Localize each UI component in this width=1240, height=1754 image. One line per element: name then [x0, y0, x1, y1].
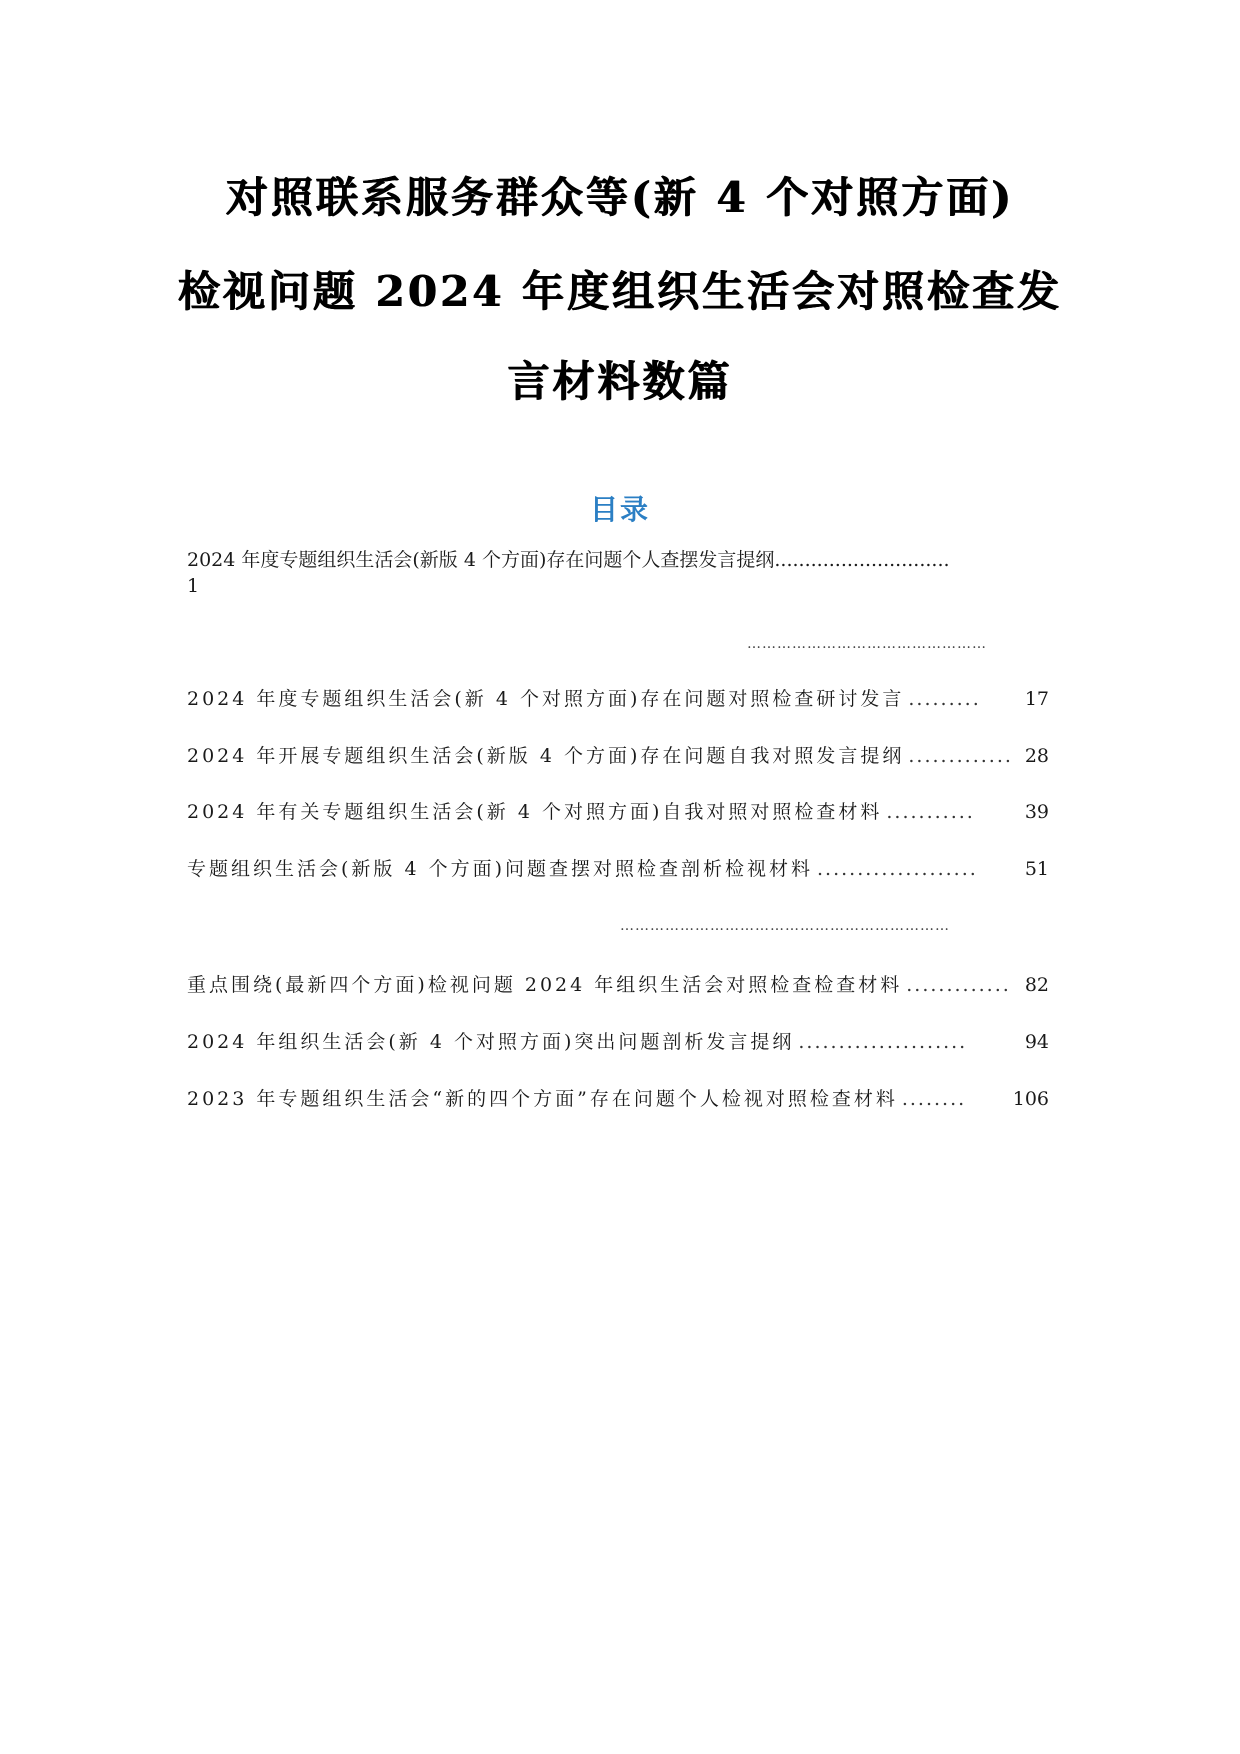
toc-leader-dots: .............	[906, 974, 1011, 996]
toc-page-number: 82	[1024, 974, 1049, 996]
document-title-line-1: 对照联系服务群众等(新 4 个对照方面)	[225, 173, 1015, 222]
toc-entry-title: 2024 年度专题组织生活会(新 4 个对照方面)存在问题对照检查研讨发言	[187, 688, 905, 710]
toc-entry[interactable]	[187, 684, 1049, 714]
dotted-separator: …………………………………………………………	[620, 918, 950, 934]
toc-entry-title: 专题组织生活会(新版 4 个方面)问题查摆对照检查剖析检视材料	[187, 858, 813, 880]
toc-entry-title: 2024 年开展专题组织生活会(新版 4 个方面)存在问题自我对照发言提纲	[187, 745, 905, 767]
toc-entry[interactable]	[187, 797, 1049, 827]
toc-leader-dots: ...........	[886, 801, 975, 823]
toc-leader-dots: ....................	[817, 858, 978, 880]
toc-entry-1-line-1[interactable]: 2024 年度专题组织生活会(新版 4 个方面)存在问题个人查摆发言提纲.............................	[187, 549, 950, 571]
toc-entry[interactable]	[187, 854, 1049, 884]
toc-leader-dots: .....................	[798, 1031, 968, 1053]
toc-entry[interactable]	[187, 970, 1049, 1000]
toc-page-number: 28	[1024, 745, 1049, 767]
document-title-line-3: 言材料数篇	[507, 357, 733, 406]
dotted-separator: …………………………………………	[747, 636, 987, 652]
toc-leader-dots: .........	[908, 688, 981, 710]
toc-entry-title: 2023 年专题组织生活会“新的四个方面”存在问题个人检视对照检查材料	[187, 1088, 898, 1110]
document-title-line-2: 检视问题 2024 年度组织生活会对照检查发	[177, 267, 1063, 316]
toc-page-number: 51	[1024, 858, 1049, 880]
toc-leader-dots: ........	[901, 1088, 967, 1110]
toc-page-number: 106	[1012, 1088, 1049, 1110]
toc-entry-title: 2024 年有关专题组织生活会(新 4 个对照方面)自我对照对照检查材料	[187, 801, 883, 823]
toc-page-number: 17	[1024, 688, 1049, 710]
toc-entry-title: 重点围绕(最新四个方面)检视问题 2024 年组织生活会对照检查检查材料	[187, 974, 903, 996]
toc-entry[interactable]	[187, 1084, 1049, 1114]
toc-entry-title: 2024 年组织生活会(新 4 个对照方面)突出问题剖析发言提纲	[187, 1031, 795, 1053]
toc-entry-1-page[interactable]: 1	[187, 575, 200, 597]
toc-page-number: 39	[1024, 801, 1049, 823]
toc-entry[interactable]	[187, 1027, 1049, 1057]
toc-heading: 目录	[589, 493, 650, 526]
toc-leader-dots: .............	[908, 745, 1013, 767]
toc-page-number: 94	[1024, 1031, 1049, 1053]
toc-entry[interactable]	[187, 741, 1049, 771]
